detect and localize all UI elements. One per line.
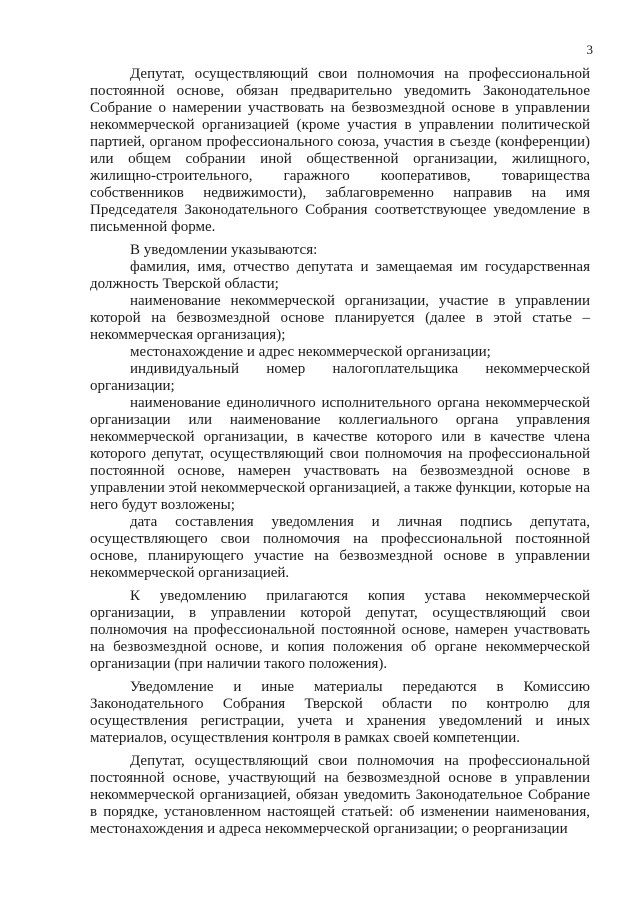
paragraph-notification-contents-intro: В уведомлении указываются: — [130, 242, 318, 258]
paragraph-deputy-notification-duty: Депутат, осуществляющий свои полномочия на профессиональной постоянной основе, обязан предварительно уведомить Законодательное Собрание о намерении участвовать на безвозмездной основе в управлении некоммерческой организацией (кроме участия в управлении политической партией, органом профессионального союза, участия в съезде (конференции) или общем собрании иной общественной организации, жилищного, жилищно-строительного, гаражного кооперативов, товарищества собственников недвижимости), заблаговременно направив на имя Председателя Законодательного Собрания соответствующее уведомление в письменной форме. — [90, 66, 590, 235]
paragraph-organization-name: наименование некоммерческой организации, участие в управлении которой на безвозмездной основе планируется (далее в этой статье – некоммерческая организация); — [90, 293, 590, 343]
paragraph-organization-address: местонахождение и адрес некоммерческой организации; — [130, 344, 491, 360]
paragraph-governing-body-name: наименование единоличного исполнительного органа некоммерческой организации или наименование коллегиального органа управления некоммерческой организации, в качестве которого или в качестве члена которого депутат, осуществляющий свои полномочия на профессиональной постоянной основе, намерен участвовать на безвозмездной основе в управлении этой некоммерческой организацией, а также функции, которые на него будут возложены; — [90, 395, 590, 513]
paragraph-date-and-signature: дата составления уведомления и личная подпись депутата, осуществляющего свои полномочия на профессиональной постоянной основе, планирующего участие на безвозмездной основе в управлении некоммерческой организацией. — [90, 514, 590, 581]
paragraph-deputy-name-position: фамилия, имя, отчество депутата и замещаемая им государственная должность Тверской области; — [90, 259, 590, 292]
document-body — [90, 66, 590, 838]
paragraph-change-notification: Депутат, осуществляющий свои полномочия на профессиональной постоянной основе, участвующий на безвозмездной основе в управлении некоммерческой организацией, обязан уведомить Законодательное Собрание в порядке, установленном настоящей статьей: об изменении наименования, местонахождения и адреса некоммерческой организации; о реорганизации — [90, 753, 590, 837]
paragraph-commission-transfer: Уведомление и иные материалы передаются в Комиссию Законодательного Собрания Тверской области по контролю для осуществления регистрации, учета и хранения уведомлений и иных материалов, осуществления контроля в рамках своей компетенции. — [90, 679, 590, 746]
page-number: 3 — [586, 42, 593, 57]
paragraph-organization-tax-number: индивидуальный номер налогоплательщика некоммерческой организации; — [90, 361, 590, 394]
paragraph-attachments: К уведомлению прилагаются копия устава некоммерческой организации, в управлении которой депутат, осуществляющий свои полномочия на профессиональной постоянной основе, намерен участвовать на безвозмездной основе, и копия положения об органе некоммерческой организации (при наличии такого положения). — [90, 588, 590, 672]
